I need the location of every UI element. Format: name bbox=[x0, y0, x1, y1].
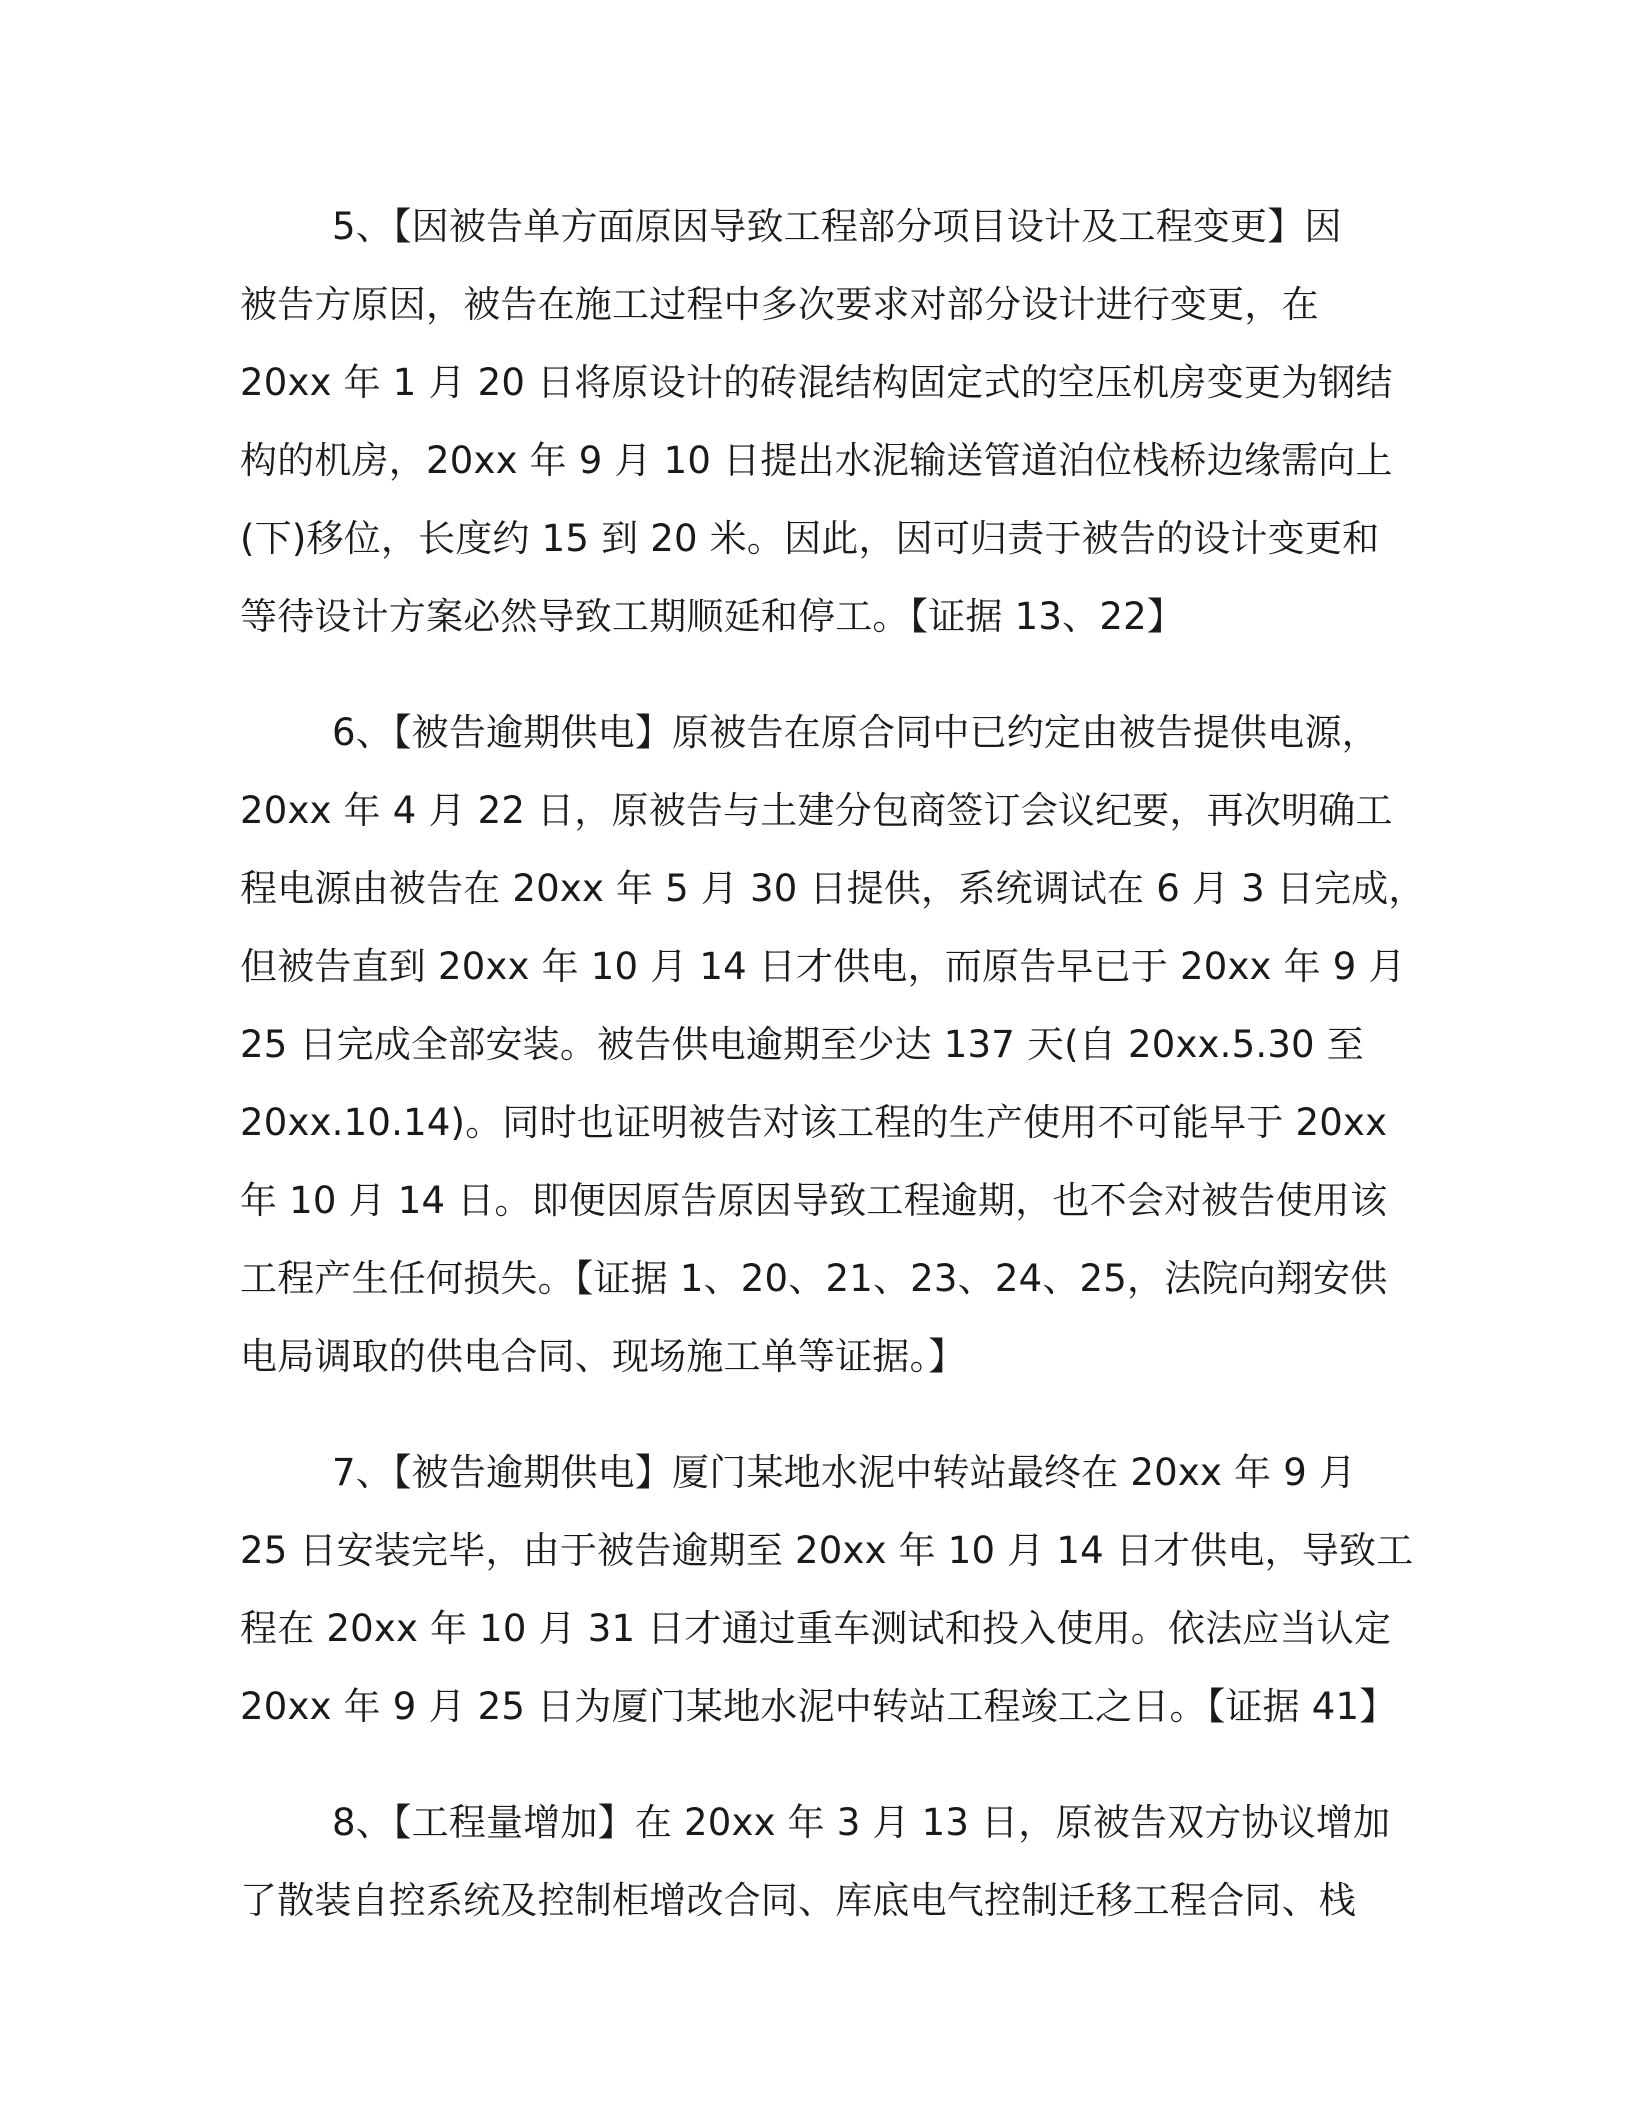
text-line: 25 日安装完毕，由于被告逾期至 20xx 年 10 月 14 日才供电，导致工 bbox=[240, 1529, 1414, 1572]
text-line: 被告方原因，被告在施工过程中多次要求对部分设计进行变更，在 bbox=[240, 283, 1319, 326]
paragraph-6 bbox=[240, 694, 1426, 1396]
text-line: 电局调取的供电合同、现场施工单等证据。】 bbox=[240, 1335, 966, 1378]
text-line: (下)移位，长度约 15 到 20 米。因此，因可归责于被告的设计变更和 bbox=[240, 517, 1380, 560]
paragraph-7 bbox=[240, 1434, 1414, 1746]
text-line: 5、【因被告单方面原因导致工程部分项目设计及工程变更】因 bbox=[332, 205, 1342, 248]
text-line: 8、【工程量增加】在 20xx 年 3 月 13 日，原被告双方协议增加 bbox=[332, 1801, 1391, 1844]
text-line: 程电源由被告在 20xx 年 5 月 30 日提供，系统调试在 6 月 3 日完成， bbox=[240, 867, 1426, 910]
text-line: 6、【被告逾期供电】原被告在原合同中已约定由被告提供电源， bbox=[332, 711, 1379, 754]
text-line: 20xx.10.14)。同时也证明被告对该工程的生产使用不可能早于 20xx bbox=[240, 1101, 1388, 1144]
text-line: 年 10 月 14 日。即便因原告原因导致工程逾期，也不会对被告使用该 bbox=[240, 1179, 1388, 1222]
text-line: 工程产生任何损失。【证据 1、20、21、23、24、25，法院向翔安供 bbox=[240, 1257, 1388, 1300]
text-line: 了散装自控系统及控制柜增改合同、库底电气控制迁移工程合同、栈 bbox=[240, 1879, 1356, 1922]
text-line: 25 日完成全部安装。被告供电逾期至少达 137 天(自 20xx.5.30 至 bbox=[240, 1023, 1364, 1066]
text-line: 但被告直到 20xx 年 10 月 14 日才供电，而原告早已于 20xx 年 9 月 bbox=[240, 945, 1406, 988]
text-line: 构的机房，20xx 年 9 月 10 日提出水泥输送管道泊位栈桥边缘需向上 bbox=[240, 439, 1393, 482]
document-body bbox=[240, 188, 1426, 1978]
text-line: 7、【被告逾期供电】厦门某地水泥中转站最终在 20xx 年 9 月 bbox=[332, 1451, 1357, 1494]
text-line: 20xx 年 1 月 20 日将原设计的砖混结构固定式的空压机房变更为钢结 bbox=[240, 361, 1393, 404]
text-line: 20xx 年 4 月 22 日，原被告与土建分包商签订会议纪要，再次明确工 bbox=[240, 789, 1393, 832]
paragraph-8 bbox=[240, 1784, 1400, 1940]
text-line: 20xx 年 9 月 25 日为厦门某地水泥中转站工程竣工之日。【证据 41】 bbox=[240, 1685, 1397, 1728]
text-line: 程在 20xx 年 10 月 31 日才通过重车测试和投入使用。依法应当认定 bbox=[240, 1607, 1392, 1650]
paragraph-5 bbox=[240, 188, 1400, 656]
text-line: 等待设计方案必然导致工期顺延和停工。【证据 13、22】 bbox=[240, 595, 1185, 638]
